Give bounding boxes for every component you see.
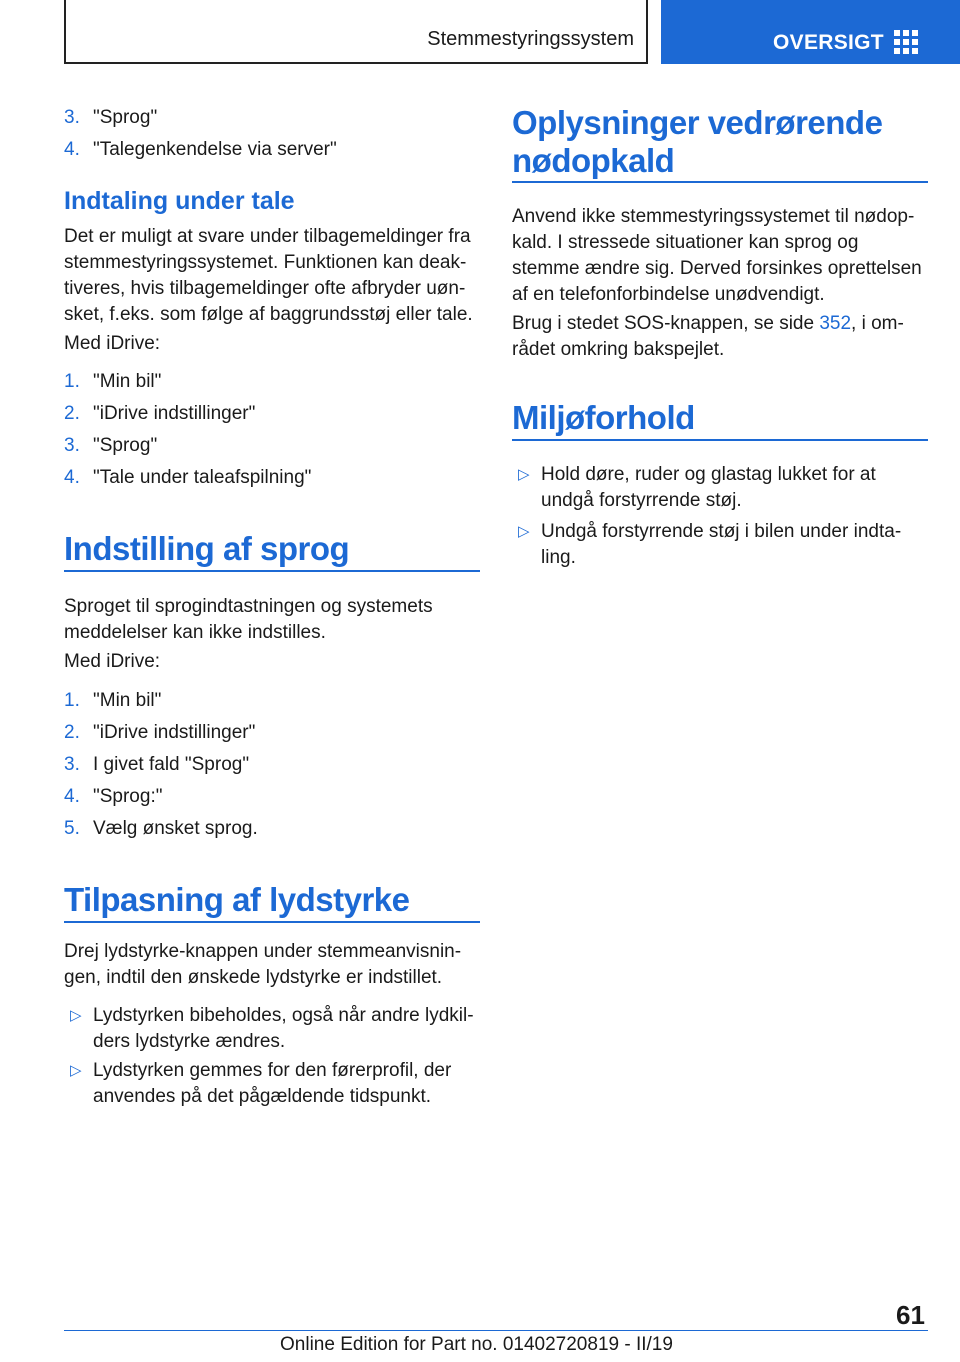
list-item: 2. "iDrive indstillinger" [64, 722, 256, 743]
triangle-bullet-icon: ▷ [518, 466, 530, 483]
page-number: 61 [896, 1300, 925, 1330]
list-item: 3. "Sprog" [64, 435, 158, 456]
list-item: 4. "Tale under taleafspilning" [64, 467, 312, 488]
list-item: 3. "Sprog" [64, 107, 158, 128]
list-item: 3. I givet fald "Sprog" [64, 754, 250, 775]
footer-rule [64, 1330, 928, 1331]
paragraph-sos: Brug i stedet SOS-knappen, se side 352, i området omkring bakspejlet. [512, 313, 904, 360]
med-idrive-label: Med iDrive: [64, 651, 161, 672]
bullet-item: ▷ Undgå forstyrrende støj i bilen under indtaling. [518, 521, 902, 568]
bullet-item: ▷ Lydstyrken gemmes for den førerprofil, der anvendes på det pågældende tidspunkt. [70, 1060, 452, 1107]
paragraph-sprog: Sproget til sprogindtastningen og systemets meddelelser kan ikke indstilles. [64, 596, 433, 643]
heading-indtaling: Indtaling under tale [64, 187, 295, 215]
paragraph-nodopkald: Anvend ikke stemmestyringssystemet til nødopkald. I stressede situationer kan sprog og stemme ændre sig. Derved forsinkes oprettelsen af en telefonforbindelse unødvendigt. [512, 206, 922, 305]
list-item: 5. Vælg ønsket sprog. [64, 818, 258, 839]
page-link[interactable]: 352 [819, 313, 852, 334]
overview-nav-label: OVERSIGT [773, 31, 884, 54]
heading-sprog: Indstilling af sprog [64, 530, 350, 567]
paragraph-lydstyrke: Drej lydstyrke-knappen under stemmeanvisningen, indtil den ønskede lydstyrke er indstillet. [64, 941, 462, 988]
section-title: Stemmestyringssystem [427, 28, 634, 50]
med-idrive-label: Med iDrive: [64, 333, 161, 354]
heading-lydstyrke: Tilpasning af lydstyrke [64, 881, 410, 918]
footer-edition: Online Edition for Part no. 01402720819 - II/19 [280, 1334, 673, 1355]
list-item: 1. "Min bil" [64, 690, 162, 711]
bullet-item: ▷ Lydstyrken bibeholdes, også når andre lydkilders lydstyrke ændres. [70, 1005, 474, 1052]
heading-rule [512, 439, 928, 441]
heading-rule [64, 921, 480, 923]
triangle-bullet-icon: ▷ [518, 523, 530, 540]
triangle-bullet-icon: ▷ [70, 1007, 82, 1024]
bullet-item: ▷ Hold døre, ruder og glastag lukket for at undgå forstyrrende støj. [518, 464, 876, 511]
heading-nodopkald: Oplysninger vedrørende nødopkald [512, 104, 883, 179]
list-item: 2. "iDrive indstillinger" [64, 403, 256, 424]
heading-rule [512, 181, 928, 183]
triangle-bullet-icon: ▷ [70, 1062, 82, 1079]
header-section-box [64, 0, 648, 64]
list-item: 4. "Talegenkendelse via server" [64, 139, 337, 160]
list-item: 4. "Sprog:" [64, 786, 163, 807]
heading-rule [64, 570, 480, 572]
grid-icon [894, 30, 918, 54]
list-item: 1. "Min bil" [64, 371, 162, 392]
paragraph-indtaling: Det er muligt at svare under tilbagemeldinger fra stemmestyringssystemet. Funktionen kan deaktiveres, hvis tilbagemeldinger ofte afbryder uønsket, f.eks. som følge af baggrundsstøj eller tale. [64, 226, 473, 325]
heading-miljo: Miljøforhold [512, 399, 695, 436]
overview-nav-button[interactable] [661, 0, 960, 64]
